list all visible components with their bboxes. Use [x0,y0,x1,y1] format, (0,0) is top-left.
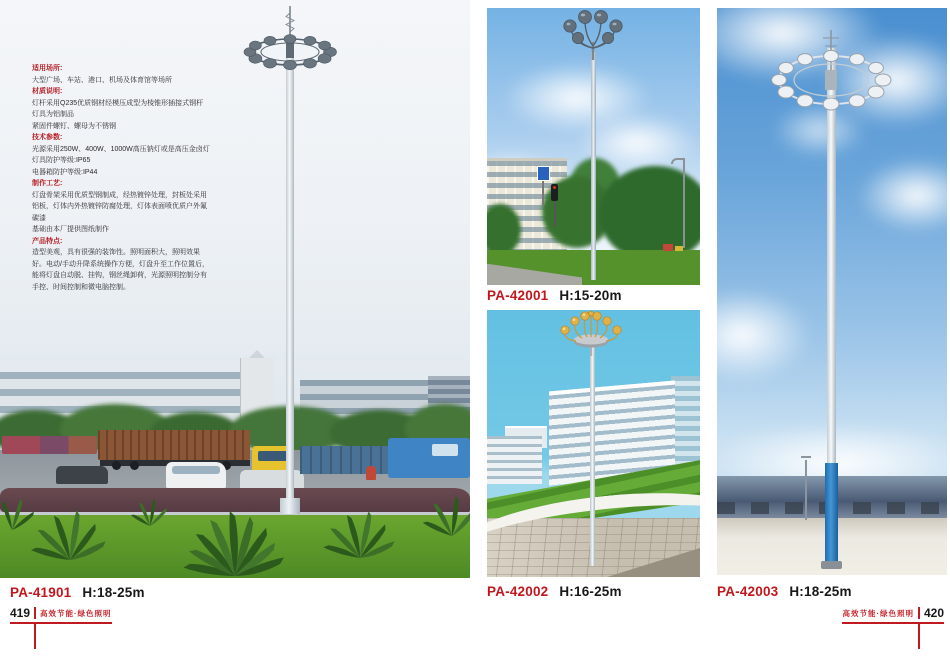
lamp-crown [235,2,345,80]
spec-heading-parameters: 技术参数: [32,134,63,141]
spec-line: 基础由本厂提供图纸制作 [32,226,109,233]
product-code: PA-42003 [717,584,779,599]
footer-slogan: 高效节能·绿色照明 [842,608,914,618]
high-mast-pole [286,58,294,508]
pole-foundation [821,561,842,569]
pole-blue-base [825,463,838,565]
high-mast-pole [591,52,596,280]
photo-pa-42003 [717,8,947,575]
page-number: 419 [10,606,31,620]
traffic-light-red [553,186,556,189]
traffic-light-post [554,201,556,227]
spec-heading-craft: 制作工艺: [32,180,63,187]
secondary-pole [805,460,807,520]
pole-base [280,498,300,514]
spec-line: 电器箱防护等级:IP44 [32,168,98,176]
spec-line: 大型广场、车站、港口、机场及体育馆等场所 [32,76,172,84]
building-left [487,436,542,484]
spec-heading-material: 材质说明: [32,88,63,95]
sign-post [542,181,544,205]
product-height: H:18-25m [789,584,852,599]
spec-line: 灯杆采用Q235优质钢材经模压成型为棱锥形插接式钢杆 [32,99,204,107]
lamp-cluster [557,8,629,64]
agave-plants [0,408,470,578]
spec-line: 灯具防护等级:IP65 [32,157,91,164]
footer-divider [34,607,36,619]
spec-heading-usage: 适用场所: [32,65,63,72]
playground [675,246,683,251]
spec-line: 灯具为铝制品 [32,111,74,118]
traffic-sign [537,166,550,181]
street-lamp-arm [671,158,685,164]
spec-line: 灯盘骨架采用优质型钢制成，经热镀锌处理，封板处采用铝板，灯体内外热镀锌防腐处理，灯体表面喷优质户外氟碳漆 [32,191,207,222]
footer-divider [918,607,920,619]
spec-line: 光源采用250W、400W、1000W高压钠灯或是高压金卤灯 [32,145,210,153]
spec-line: 紧固件螺钉、螺母为不锈钢 [32,122,116,130]
photo-pa-42002 [487,310,700,577]
caption-pa-42001 [487,288,622,303]
street-lamp [683,160,685,248]
product-height: H:18-25m [82,585,145,600]
page-number: 420 [923,606,944,620]
golden-lamp-crown [556,310,626,360]
footer-right [842,606,944,624]
product-code: PA-41901 [10,585,72,600]
spec-line: 造型美观，具有很强的装饰性。照明面积大，照明效果好。电动/手动升降系统操作方便，灯盘升至工作位置后，能将灯盘自动脱、挂钩，钢丝绳卸荷，光源照明控制分有手控、时间控制和微电脑控制。 [32,249,209,291]
product-height: H:16-25m [559,584,622,599]
photo-pa-42001 [487,8,700,285]
caption-pa-42002 [487,584,622,599]
caption-pa-41901 [10,585,145,600]
caption-pa-42003 [717,584,852,599]
spec-heading-features: 产品特点: [32,237,63,245]
lamp-ring [769,28,894,123]
product-code: PA-42002 [487,584,549,599]
footer-left [10,606,112,624]
secondary-pole-top [801,456,811,458]
footer-slogan: 高效节能·绿色照明 [40,608,112,618]
product-code: PA-42001 [487,288,549,303]
playground [663,244,673,251]
high-mast-pole [590,336,595,566]
spec-block [32,63,212,293]
product-height: H:15-20m [559,288,622,303]
